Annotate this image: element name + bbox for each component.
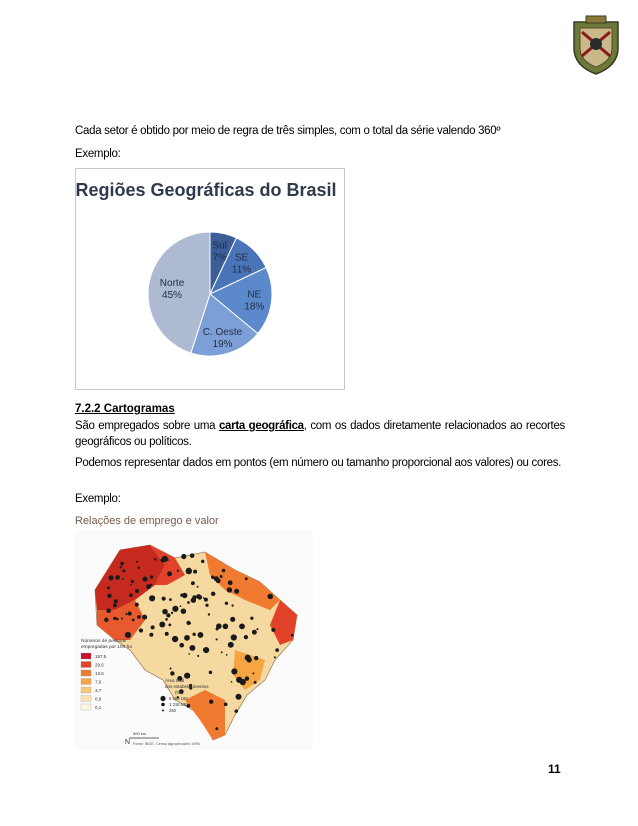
map-dot <box>128 612 132 616</box>
map-dot <box>162 597 166 601</box>
area-legend-value: 1 318 630 <box>169 702 188 707</box>
map-dot <box>204 598 208 602</box>
paragraph-2: Podemos representar dados em pontos (em número ou tamanho proporcional aos valores) ou cores. <box>75 457 562 469</box>
legend-swatch <box>81 653 91 659</box>
map-dot <box>125 613 127 615</box>
map-dot <box>142 615 147 620</box>
map-dot <box>106 608 111 613</box>
map-dot <box>137 615 141 619</box>
legend-swatch <box>81 670 91 676</box>
map-dot <box>130 584 132 586</box>
map-dot <box>177 570 179 572</box>
map-dot <box>113 617 116 620</box>
map-dot <box>191 581 195 585</box>
legend-title-1: Números de pessoas <box>81 639 127 644</box>
map-dot <box>216 638 218 640</box>
map-dot <box>107 586 110 589</box>
map-dot <box>227 587 232 592</box>
section-heading: 7.2.2 Cartogramas <box>75 403 175 415</box>
map-dot <box>239 623 245 629</box>
map-dot <box>231 681 233 683</box>
map-dot <box>180 605 182 607</box>
pie-chart <box>76 169 344 389</box>
map-dot <box>203 647 209 653</box>
map-dot <box>224 702 228 706</box>
map-dot <box>291 634 294 637</box>
map-dot <box>189 622 191 624</box>
map-dot <box>172 636 178 642</box>
map-dot <box>113 603 117 607</box>
slice-label-3: C. Oeste <box>202 326 243 338</box>
map-dot <box>120 562 124 566</box>
map-dot <box>211 576 214 579</box>
map-dot <box>201 560 204 563</box>
map-dot <box>211 592 215 596</box>
legend-swatch <box>81 687 91 693</box>
map-dot <box>254 656 258 660</box>
map-dot <box>191 598 196 603</box>
slice-label-0: Sul <box>212 240 227 252</box>
map-dot <box>135 589 139 593</box>
legend-value: 3,7 <box>95 688 102 693</box>
map-dot <box>209 671 212 674</box>
map-dot <box>228 580 233 585</box>
map-dot <box>139 628 143 632</box>
map-dot <box>137 567 139 569</box>
map-dot <box>222 569 226 573</box>
map-dot <box>275 648 279 652</box>
map-dot <box>208 613 210 615</box>
slice-pct-1: 11% <box>231 264 252 276</box>
map-dot <box>188 653 190 655</box>
map-dot <box>170 667 172 669</box>
map-dot <box>132 618 135 621</box>
map-dot <box>129 593 133 597</box>
map-dot <box>181 608 187 614</box>
map-dot <box>167 571 172 576</box>
map-dot <box>256 628 258 630</box>
map-dot <box>245 676 249 680</box>
map-dot <box>225 602 228 605</box>
map-dot <box>104 618 108 622</box>
map-dot <box>119 566 121 568</box>
map-dot <box>190 553 195 558</box>
map-dot <box>205 604 208 607</box>
map-dot <box>240 679 246 685</box>
map-dot <box>274 656 276 658</box>
map-dot <box>125 632 131 638</box>
p1-bold: carta geográfica <box>218 420 304 432</box>
legend-value: 0,1 <box>95 705 102 710</box>
map-dot <box>182 593 187 598</box>
map-dot <box>250 617 253 620</box>
slice-pct-3: 19% <box>212 338 233 350</box>
map-dot <box>165 618 168 621</box>
area-legend-dot <box>160 696 165 701</box>
map-dot <box>231 668 237 674</box>
map-dot <box>167 559 169 561</box>
legend-value: 7,6 <box>95 679 102 685</box>
paragraph-1 <box>75 418 565 450</box>
map-dot <box>231 634 237 640</box>
p1-pre: São empregados sobre uma <box>75 420 219 432</box>
legend-value: 0,9 <box>95 696 102 702</box>
map-dot <box>184 635 190 641</box>
map-dot <box>189 645 195 651</box>
map-source: Fonte: IBGE. Censo agropecuário 1996 <box>133 742 200 746</box>
map-dot <box>136 561 138 563</box>
map-dot <box>197 655 199 657</box>
map-dot <box>114 599 118 603</box>
legend-swatch <box>81 704 91 710</box>
map-dot <box>186 568 192 574</box>
map-dot <box>184 673 190 679</box>
map-dot <box>192 633 195 636</box>
legend-swatch <box>81 679 91 685</box>
map-dot <box>168 623 171 626</box>
map-dot <box>135 603 139 607</box>
map-dot <box>149 633 153 637</box>
slice-pct-4: 45% <box>162 289 183 301</box>
north-arrow-icon: N <box>125 739 131 746</box>
map-dot <box>236 694 242 700</box>
map-dot <box>216 578 221 583</box>
map-dot <box>162 556 168 562</box>
map-dot <box>267 594 273 600</box>
map-dot <box>223 624 229 630</box>
area-legend-dot <box>161 703 165 707</box>
map-dot <box>109 575 114 580</box>
map-dot <box>231 604 233 606</box>
map-dot <box>107 594 111 598</box>
legend-title-2: empregadas por 100 ha <box>81 645 132 650</box>
area-legend-2: dos estabelecimentos <box>165 684 209 689</box>
area-legend-value: 6 550 160 <box>169 696 188 701</box>
pie-chart-frame <box>75 168 345 390</box>
map-dot <box>246 657 251 662</box>
legend-swatch <box>81 696 91 702</box>
brazil-map <box>75 530 313 750</box>
map-dot <box>197 586 199 588</box>
area-legend-dot <box>162 710 164 712</box>
scale-label: 500 km <box>133 731 147 736</box>
map-dot <box>170 671 174 675</box>
map-dot <box>209 700 213 704</box>
page-number: 11 <box>548 762 561 776</box>
map-dot <box>165 632 169 636</box>
map-dot <box>159 622 165 628</box>
map-dot <box>150 575 153 578</box>
map-dot <box>149 595 155 601</box>
slice-label-1: SE <box>234 252 249 264</box>
map-dot <box>121 617 123 619</box>
map-dot <box>234 709 238 713</box>
map-title: Relações de emprego e valor <box>75 515 219 527</box>
slice-pct-2: 18% <box>244 301 265 313</box>
slice-label-4: Norte <box>159 277 185 289</box>
legend-swatch <box>81 662 91 668</box>
map-dot <box>162 609 168 615</box>
coat-of-arms-icon <box>570 14 622 76</box>
map-dot <box>122 578 124 580</box>
map-dot <box>150 584 152 586</box>
map-dot <box>166 613 170 617</box>
legend-value: 13,6 <box>95 671 104 676</box>
map-dot <box>171 612 173 614</box>
map-dot <box>203 597 205 599</box>
map-dot <box>220 575 223 578</box>
map-dot <box>226 654 228 656</box>
map-dot <box>230 617 235 622</box>
map-dot <box>154 558 156 560</box>
map-dot <box>179 643 184 648</box>
map-dot <box>115 575 120 580</box>
map-dot <box>252 630 257 635</box>
map-dot <box>244 635 248 639</box>
map-dot <box>216 623 222 629</box>
p1-post: , com os dados diretamente relacionados ao recortes geográficos ou políticos. <box>75 420 565 448</box>
slice-label-2: NE <box>247 289 262 301</box>
map-dot <box>198 632 204 638</box>
map-dot <box>131 580 134 583</box>
map-dot <box>122 569 125 572</box>
map-dot <box>193 570 197 574</box>
map-dot <box>271 628 275 632</box>
map-dot <box>245 577 248 580</box>
area-legend-value: 260 <box>169 708 176 713</box>
example-label-2: Exemplo: <box>75 493 121 505</box>
map-dot <box>252 672 254 674</box>
legend-value: 197,5 <box>95 654 107 659</box>
area-legend-1: Área total <box>165 678 185 683</box>
map-dot <box>181 554 186 559</box>
map-dot <box>196 594 201 599</box>
area-legend-3: (ha) <box>175 690 184 695</box>
map-dot <box>172 606 178 612</box>
chart-title: Regiões Geográficas do Brasil <box>75 180 337 200</box>
legend-value: 29,6 <box>95 662 104 668</box>
map-dot <box>234 589 239 594</box>
map-dot <box>254 681 257 684</box>
map-dot <box>221 651 223 653</box>
map-dot <box>151 625 155 629</box>
map-dot <box>187 601 190 604</box>
map-dot <box>169 598 172 601</box>
example-label-1: Exemplo: <box>75 148 121 160</box>
map-dot <box>215 727 218 730</box>
map-dot <box>142 577 147 582</box>
slice-pct-0: 7% <box>212 252 227 264</box>
intro-text: Cada setor é obtido por meio de regra de três simples, com o total da série valendo 360º <box>75 125 501 137</box>
map-dot <box>230 642 232 644</box>
